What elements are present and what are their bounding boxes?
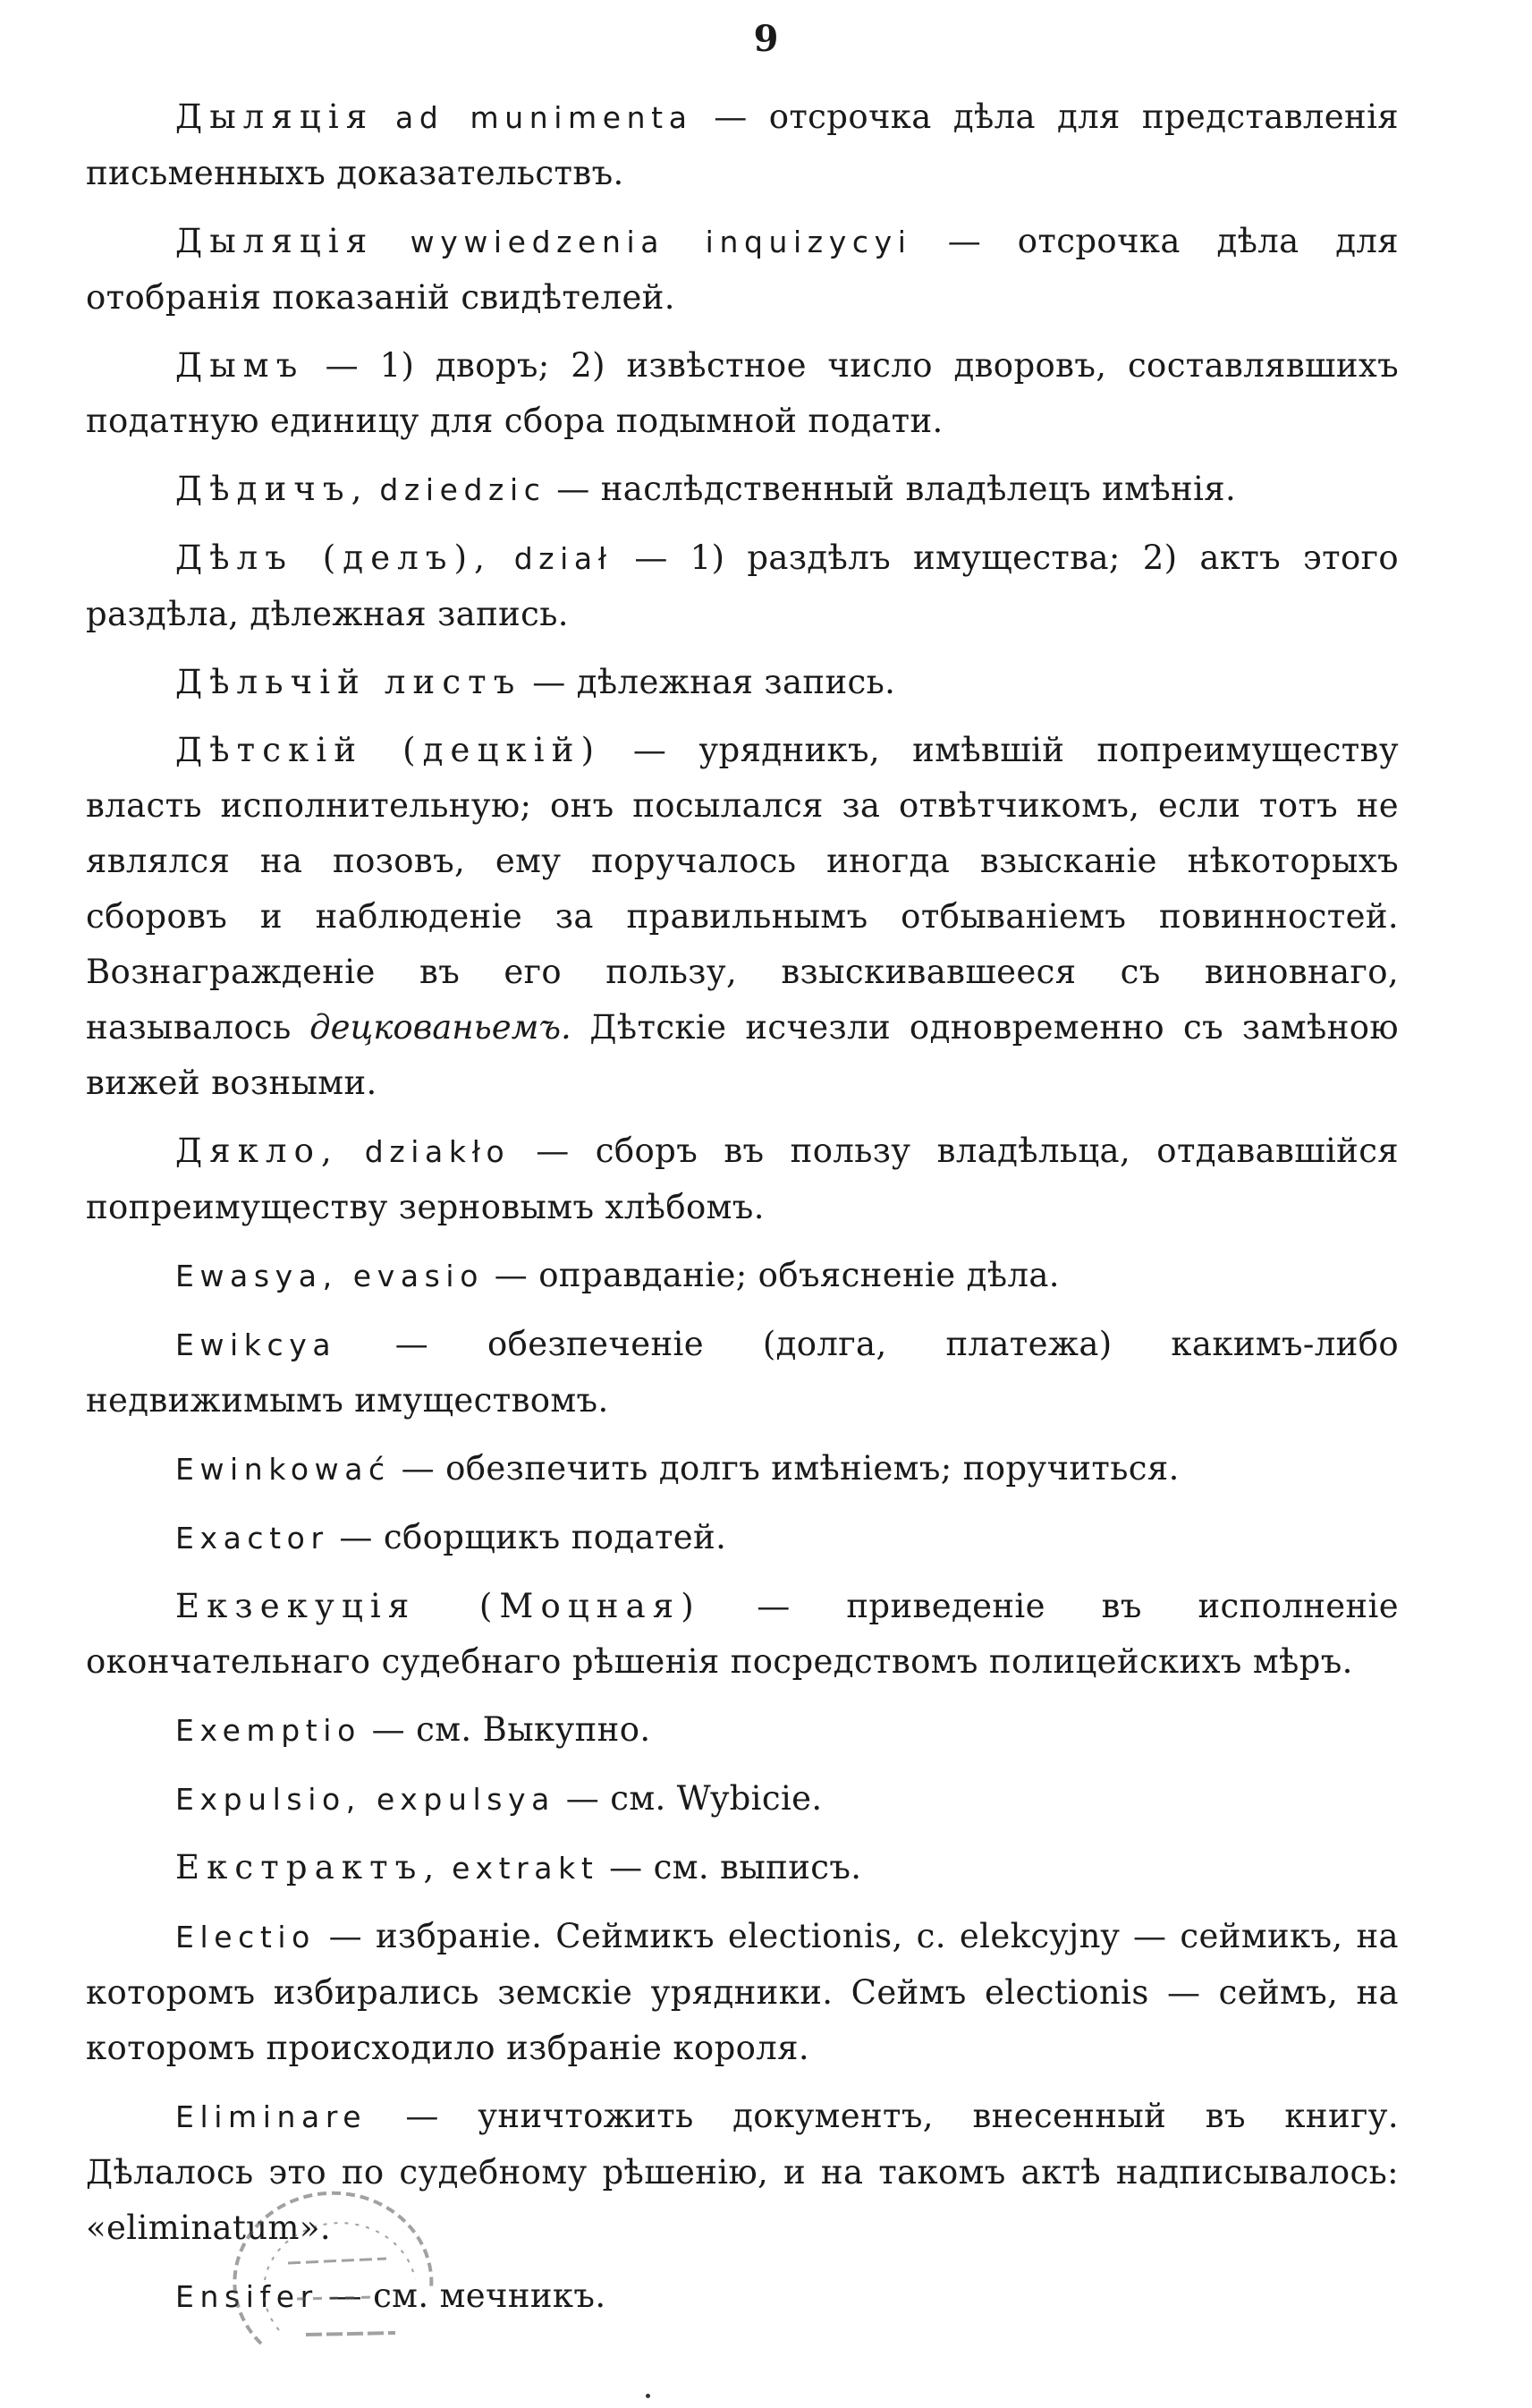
entry-definition: — оправданіе; объясненіе дѣла. [494,1256,1060,1294]
entry-definition: — дѣлежная запись. [532,663,896,701]
entry-head-latin: ad munimenta [395,100,693,135]
glossary-entry [86,723,1399,1111]
glossary-entry [86,1441,1399,1497]
entry-head-latin: Electio [175,1920,316,1954]
entry-head-latin: dziedzic [379,472,546,507]
entry-head-latin: dziakło [364,1134,511,1169]
glossary-entry [86,1248,1399,1304]
entry-definition: — 1) раздѣлъ имущества; 2) актъ этого раздѣла, дѣлежная запись. [86,538,1400,633]
entry-head: Дѣтскій (децкій) [175,731,602,769]
entry-head: Дыляція [175,98,375,136]
entry-head-latin: Ensifer [175,2279,318,2314]
entry-head-latin: Eliminare [175,2099,368,2134]
entry-head: Екзекуція (Моцная) [175,1587,701,1625]
library-stamp-icon [207,2165,458,2379]
entry-definition: — отсрочка дѣла для отобранія показаній свидѣтелей. [86,222,1399,317]
entry-definition: — отсрочка дѣла для представленія письменныхъ доказательствъ. [86,98,1400,192]
glossary-entry [86,1510,1399,1566]
entry-definition: — обезпечить долгъ имѣніемъ; поручиться. [401,1449,1180,1488]
page-number: 9 [753,18,779,60]
entry-head-latin: Ewasya, evasio [175,1259,484,1293]
entry-definition: — сборщикъ податей. [339,1518,727,1556]
glossary-entry [86,1840,1399,1896]
entry-head: Екстрактъ, [175,1848,442,1887]
entry-definition: — приведеніе въ исполненіе окончательнаго судебнаго рѣшенія посредствомъ полицейскихъ мѣръ. [86,1587,1399,1681]
glossary-entry [86,530,1399,642]
glossary-entry [86,89,1399,201]
glossary-entry [86,1771,1399,1827]
entry-head-latin: extrakt [452,1851,599,1886]
glossary-entry [86,1702,1399,1759]
glossary-entry [86,1317,1399,1429]
entry-head: Дымъ [175,346,305,385]
glossary-entry [86,1909,1399,2076]
entry-definition: — уничтожить документъ, внесенный въ книгу. Дѣлалось это по судебному рѣшенію, и на такомъ актѣ надписывалось: «eliminatum». [86,2097,1400,2247]
glossary-entry [86,1123,1399,1235]
entry-head-latin: Exactor [175,1521,329,1556]
ink-speck [646,2394,650,2398]
glossary-entry [86,1579,1399,1690]
entry-definition: — см. Выкупно. [371,1710,651,1749]
entry-head-latin: Expulsio, expulsya [175,1782,555,1817]
entry-definition: — сборъ въ пользу владѣльца, отдававшійся попреимуществу зерновымъ хлѣбомъ. [86,1132,1400,1226]
entry-head: Дыляція [175,222,375,260]
glossary-entry [86,214,1399,326]
glossary-entry [86,462,1399,518]
entry-definition: — см. Wybicie. [565,1779,823,1818]
entry-head-latin: Exemptio [175,1713,361,1748]
entry-head-latin: Ewinkować [175,1452,391,1487]
entry-head-latin: dział [513,541,613,576]
entry-head: Дѣльчій листъ [175,663,522,701]
entry-definition-italic: децкованьемъ. [309,1008,571,1047]
entry-head: Дѣлъ (делъ), [175,538,493,577]
entry-definition: — 1) дворъ; 2) извѣстное число дворовъ, составлявшихъ податную единицу для сбора подымной подати. [86,346,1399,440]
entry-head-latin: Ewikcya [175,1327,337,1362]
entry-head: Дѣдичъ, [175,470,369,508]
entry-definition: — избраніе. Сеймикъ electionis, c. elekcyjny — сеймикъ, на которомъ избирались земскіе урядники. Сеймъ electionis — сеймъ, на которомъ происходило избраніе короля. [86,1917,1399,2067]
entry-definition-tail: Дѣтскіе исчезли одновременно съ замѣною вижей возными. [86,1008,1399,1102]
glossary-entry [86,338,1399,449]
entry-definition: — см. выписъ. [609,1848,862,1887]
entry-head: Дякло, [175,1132,339,1170]
glossary-entry [86,655,1399,710]
glossary-entries [86,89,1399,2337]
entry-definition: — обезпеченіе (долга, платежа) какимъ-либо недвижимымъ имуществомъ. [86,1325,1399,1420]
entry-definition: — урядникъ, имѣвшій попреимуществу власть исполнительную; онъ посылался за отвѣтчикомъ, если тотъ не являлся на позовъ, ему поручалось иногда взысканіе нѣкоторыхъ сборовъ и наблюденіе за правильнымъ отбываніемъ повинностей. Вознагражденіе въ его пользу, взыскивавшееся съ виновнаго, называлось [86,731,1399,1047]
entry-definition: — наслѣдственный владѣлецъ имѣнія. [556,470,1237,508]
entry-definition: — см. мечникъ. [328,2277,606,2315]
entry-head-latin: wywiedzenia inquizycyi [410,225,912,259]
